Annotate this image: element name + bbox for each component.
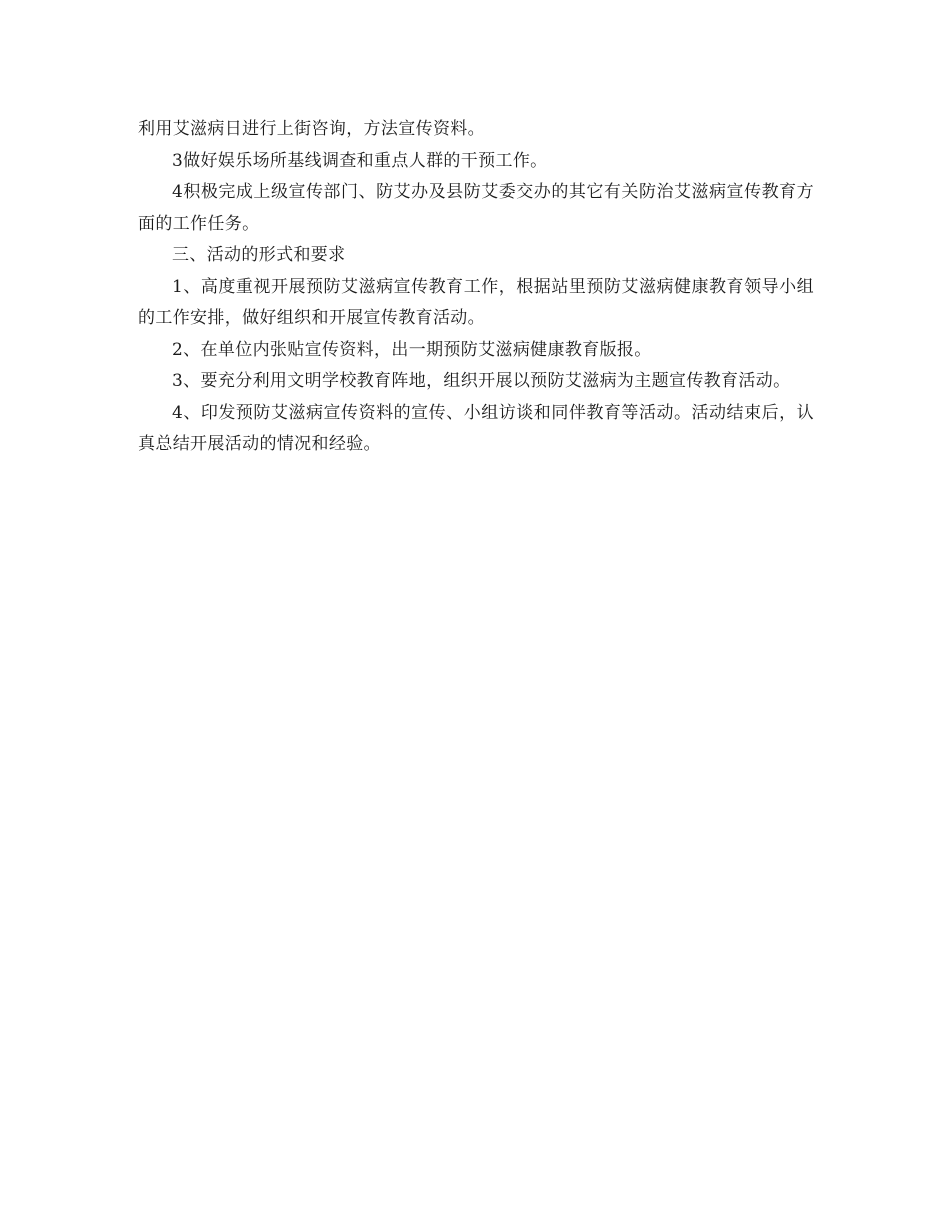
paragraph-item-4: 4积极完成上级宣传部门、防艾办及县防艾委交办的其它有关防治艾滋病宣传教育方面的工作任务。 (138, 182, 814, 234)
requirement-item-2: 2、在单位内张贴宣传资料，出一期预防艾滋病健康教育版报。 (172, 339, 652, 360)
paragraph-continuation: 利用艾滋病日进行上街咨询，方法宣传资料。 (138, 119, 485, 139)
document-body (138, 114, 814, 461)
requirement-item-3: 3、要充分利用文明学校教育阵地，组织开展以预防艾滋病为主题宣传教育活动。 (172, 371, 791, 391)
section-heading: 三、活动的形式和要求 (172, 245, 346, 265)
paragraph-item-3: 3做好娱乐场所基线调查和重点人群的干预工作。 (172, 150, 548, 171)
requirement-item-1: 1、高度重视开展预防艾滋病宣传教育工作，根据站里预防艾滋病健康教育领导小组的工作安排，做好组织和开展宣传教育活动。 (138, 276, 814, 328)
requirement-item-4: 4、印发预防艾滋病宣传资料的宣传、小组访谈和同伴教育等活动。活动结束后，认真总结开展活动的情况和经验。 (138, 402, 814, 454)
